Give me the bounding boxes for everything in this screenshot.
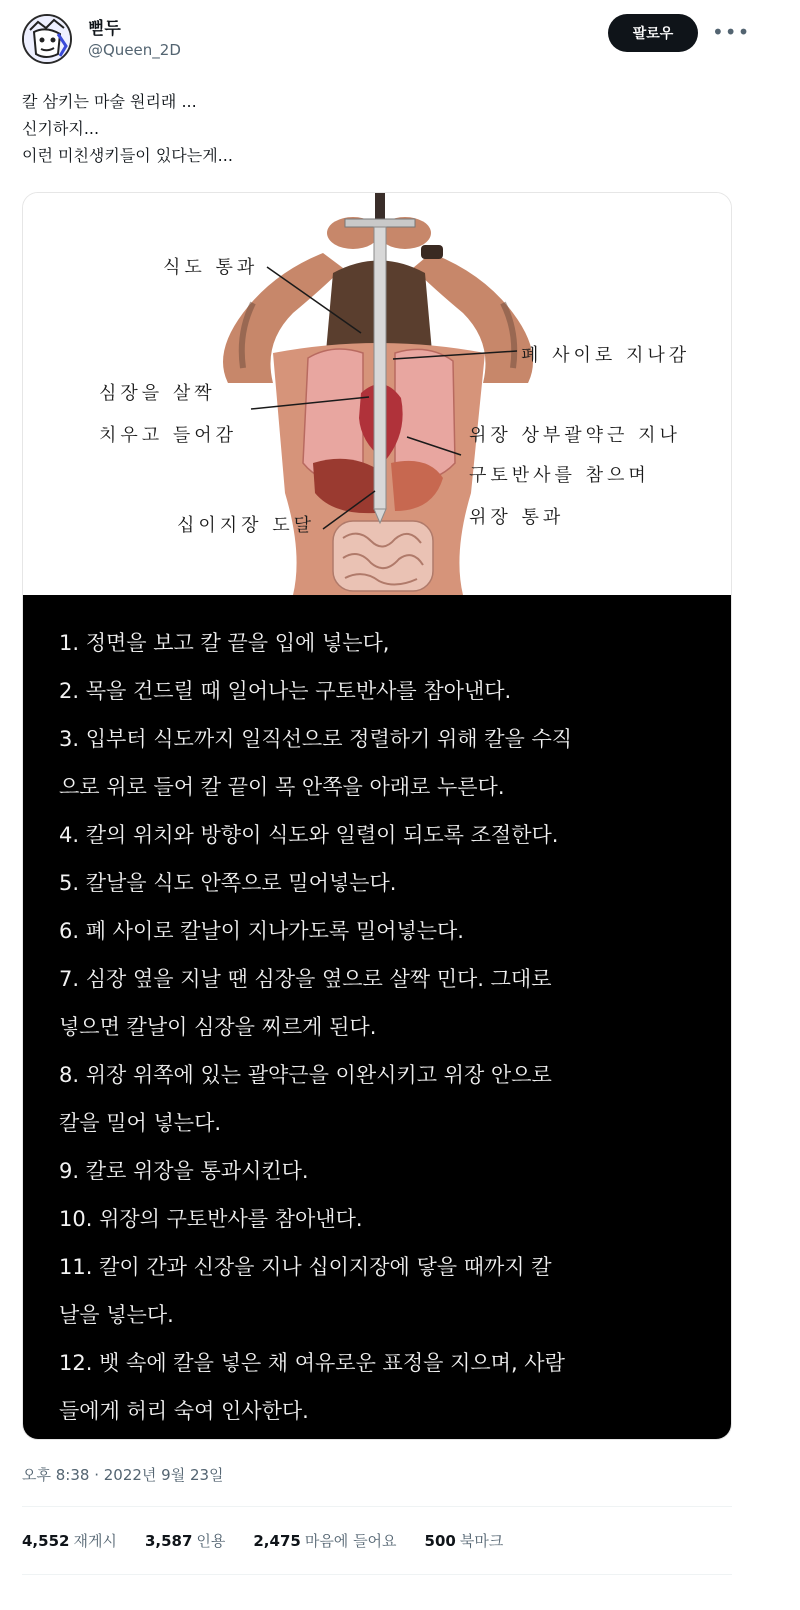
- quotes-stat[interactable]: [145, 1530, 225, 1551]
- retweets-count: 4,552: [22, 1532, 70, 1550]
- step-line: 으로 위로 들어 칼 끝이 목 안쪽을 아래로 누른다.: [59, 775, 505, 799]
- step-line: 8. 위장 위쪽에 있는 괄약근을 이완시키고 위장 안으로: [59, 1063, 552, 1087]
- label-stomach-2: 구토반사를 참으며: [469, 465, 650, 486]
- display-name[interactable]: 뻗두: [88, 19, 121, 39]
- label-heart-1: 심장을 살짝: [99, 383, 216, 404]
- step-line: 넣으면 칼날이 심장을 찌르게 된다.: [59, 1015, 377, 1039]
- quotes-count: 3,587: [144, 1532, 193, 1550]
- label-lungs: 폐 사이로 지나감: [521, 345, 691, 366]
- engagement-stats: [22, 1530, 503, 1551]
- step-line: 들에게 허리 숙여 인사한다.: [59, 1399, 309, 1423]
- bookmarks-count: 500: [424, 1532, 456, 1550]
- follow-button[interactable]: 팔로우: [608, 14, 698, 52]
- avatar[interactable]: [22, 14, 72, 64]
- step-line: 1. 정면을 보고 칼 끝을 입에 넣는다,: [59, 631, 390, 655]
- retweets-stat[interactable]: [22, 1530, 117, 1551]
- likes-count: 2,475: [253, 1532, 301, 1550]
- more-horizontal-icon[interactable]: •••: [712, 20, 751, 44]
- step-line: 10. 위장의 구토반사를 참아낸다.: [59, 1207, 363, 1231]
- tweet-timestamp[interactable]: 오후 8:38 · 2022년 9월 23일: [22, 1466, 224, 1484]
- bookmarks-label: 북마크: [459, 1532, 504, 1550]
- divider: [22, 1506, 732, 1507]
- label-stomach-1: 위장 상부괄약근 지나: [469, 425, 681, 446]
- label-heart-2: 치우고 들어감: [99, 425, 238, 446]
- step-line: 11. 칼이 간과 신장을 지나 십이지장에 닿을 때까지 칼: [59, 1255, 552, 1279]
- step-line: 6. 폐 사이로 칼날이 지나가도록 밀어넣는다.: [59, 919, 464, 943]
- tweet-text-line: 칼 삼키는 마술 원리래 ...: [22, 92, 197, 111]
- retweets-label: 재게시: [73, 1532, 117, 1550]
- bookmarks-stat[interactable]: [425, 1530, 504, 1551]
- step-line: 4. 칼의 위치와 방향이 식도와 일렬이 되도록 조절한다.: [59, 823, 559, 847]
- tweet-text-line: 이런 미친생키들이 있다는게...: [22, 146, 233, 165]
- avatar-cartoon-face-icon: [24, 16, 70, 62]
- anatomy-illustration: [23, 193, 731, 595]
- step-line: 2. 목을 건드릴 때 일어나는 구토반사를 참아낸다.: [59, 679, 512, 703]
- steps-panel: [23, 595, 731, 1440]
- quotes-label: 인용: [196, 1532, 226, 1550]
- step-line: 칼을 밀어 넣는다.: [59, 1111, 222, 1135]
- likes-label: 마음에 들어요: [304, 1532, 397, 1550]
- step-line: 날을 넣는다.: [59, 1303, 174, 1327]
- step-line: 7. 심장 옆을 지날 땐 심장을 옆으로 살짝 민다. 그대로: [59, 967, 552, 991]
- step-line: 5. 칼날을 식도 안쪽으로 밀어넣는다.: [59, 871, 397, 895]
- step-line: 12. 뱃 속에 칼을 넣은 채 여유로운 표정을 지으며, 사람: [59, 1351, 565, 1375]
- tweet-text-line: 신기하지...: [22, 119, 100, 138]
- tweet-text: [22, 88, 233, 169]
- divider: [22, 1574, 732, 1575]
- tweet-media-image[interactable]: [22, 192, 732, 1440]
- user-handle[interactable]: @Queen_2D: [88, 41, 181, 59]
- label-stomach-3: 위장 통과: [469, 507, 565, 528]
- label-duodenum: 십이지장 도달: [177, 515, 316, 536]
- step-line: 9. 칼로 위장을 통과시킨다.: [59, 1159, 309, 1183]
- label-esophagus: 식도 통과: [163, 257, 259, 278]
- step-line: 3. 입부터 식도까지 일직선으로 정렬하기 위해 칼을 수직: [59, 727, 573, 751]
- likes-stat[interactable]: [253, 1530, 396, 1551]
